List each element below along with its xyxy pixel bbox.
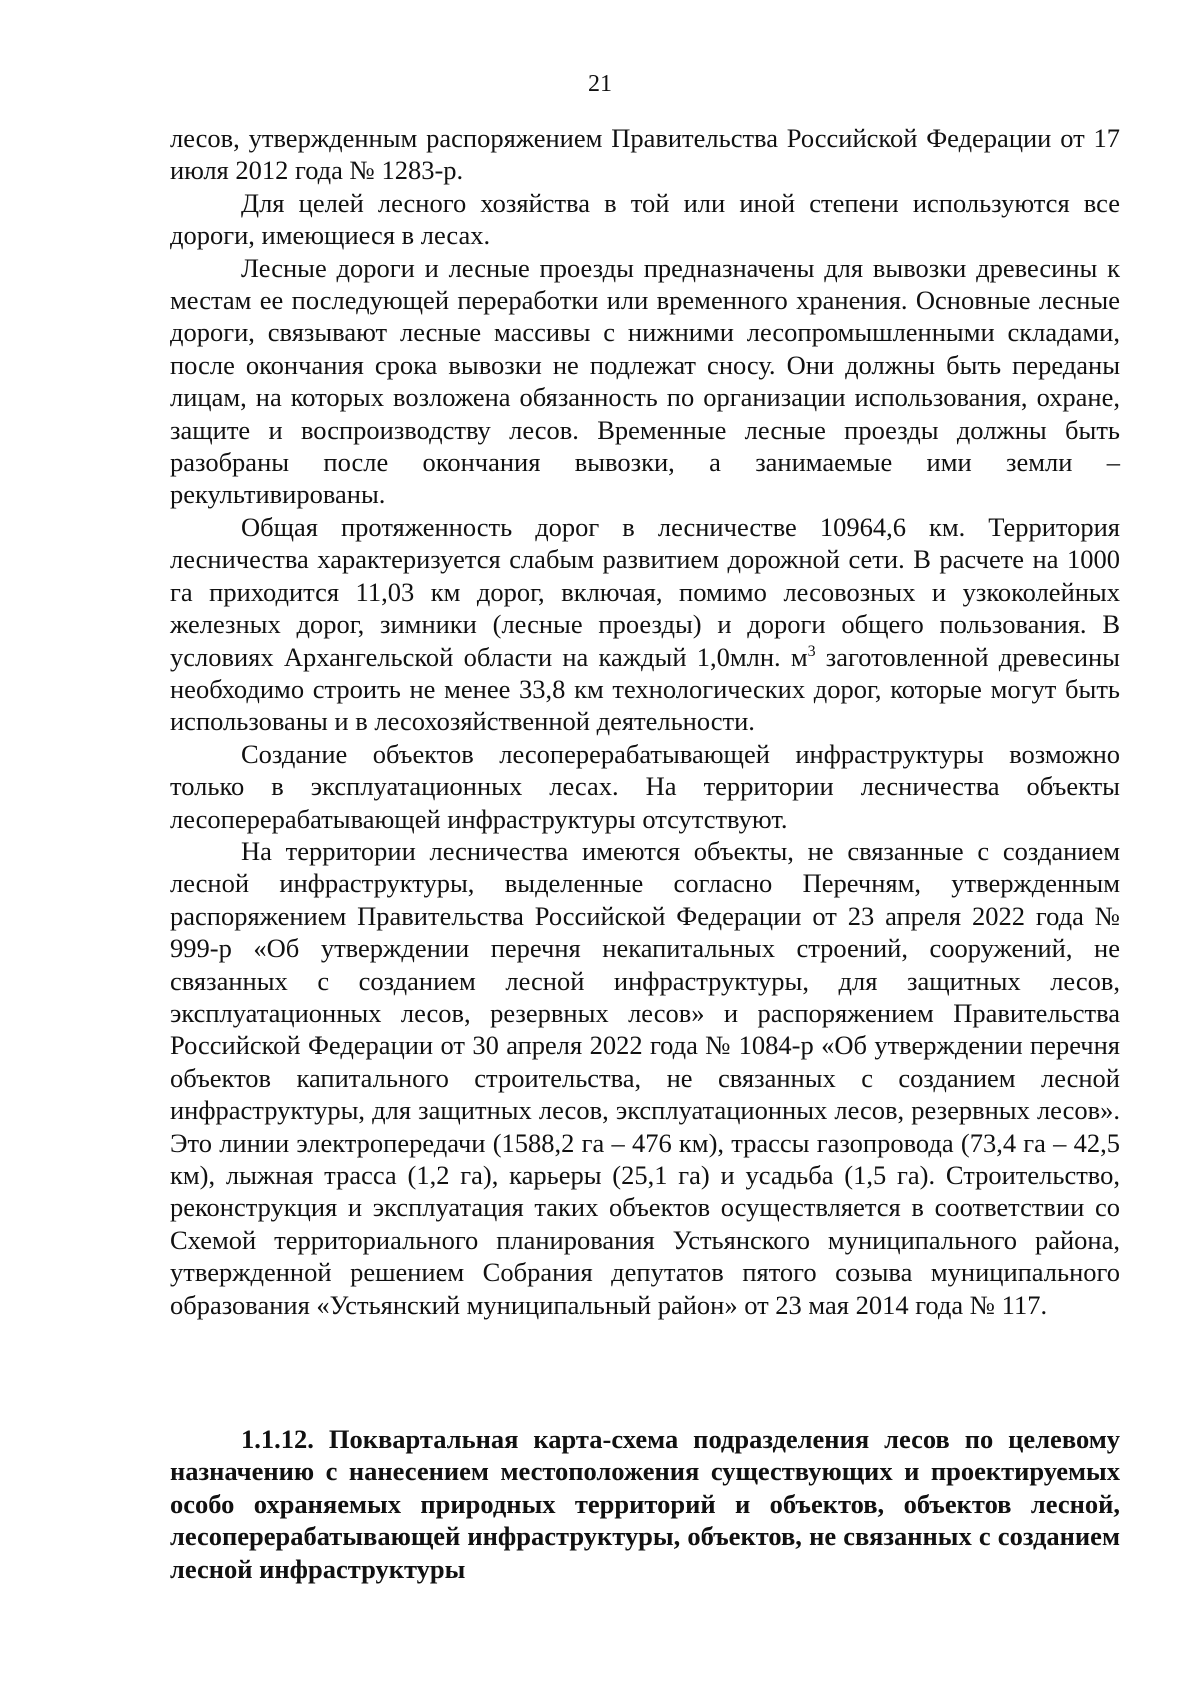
section-heading: 1.1.12. Поквартальная карта-схема подразделения лесов по целевому назначению с нанесением местоположения существующих и проектируемых особо охраняемых природных территорий и объектов, объектов лесной, лесоперерабатывающей инфраструктуры, объектов, не связанных с созданием лесной инфраструктуры: [170, 1424, 1120, 1584]
page-number: 21: [588, 71, 612, 97]
road-length-text: Общая протяженность дорог в лесничестве 10964,6 км. Территория лесничества характеризуется слабым развитием дорожной сети. В расчете на 1000 га приходится 11,03 км дорог, включая, помимо лесовозных и узкоколейных железных дорог, зимники (лесные проезды) и дороги общего пользования. В условиях Архангельской области на каждый 1,0млн. м: [170, 511, 1120, 672]
paragraph-road-length: [170, 511, 1120, 738]
paragraph-roads-usage: Для целей лесного хозяйства в той или иной степени используются все дороги, имеющиеся в лесах.: [170, 187, 1120, 251]
body-text: [170, 122, 1120, 1321]
paragraph-forest-roads: Лесные дороги и лесные проезды предназначены для вывозки древесины к местам ее последующей переработки или временного хранения. Основные лесные дороги, связывают лесные массивы с нижними лесопромышленными складами, после окончания срока вывозки не подлежат сносу. Они должны быть переданы лицам, на которых возложена обязанность по организации использования, охране, защите и воспроизводству лесов. Временные лесные проезды должны быть разобраны после окончания вывозки, а занимаемые ими земли – рекультивированы.: [170, 252, 1120, 510]
paragraph-processing-infrastructure: Создание объектов лесоперерабатывающей инфраструктуры возможно только в эксплуатационных лесах. На территории лесничества объекты лесоперерабатывающей инфраструктуры отсутствуют.: [170, 738, 1120, 834]
paragraph-non-forest-objects: На территории лесничества имеются объекты, не связанные с созданием лесной инфраструктуры, выделенные согласно Перечням, утвержденным распоряжением Правительства Российской Федерации от 23 апреля 2022 года № 999-р «Об утверждении перечня некапитальных строений, сооружений, не связанных с созданием лесной инфраструктуры, для защитных лесов, эксплуатационных лесов, резервных лесов» и распоряжением Правительства Российской Федерации от 30 апреля 2022 года № 1084-р «Об утверждении перечня объектов капитального строительства, не связанных с созданием лесной инфраструктуры, для защитных лесов, эксплуатационных лесов, резервных лесов». Это линии электропередачи (1588,2 га – 476 км), трассы газопровода (73,4 га – 42,5 км), лыжная трасса (1,2 га), карьеры (25,1 га) и усадьба (1,5 га). Строительство, реконструкция и эксплуатация таких объектов осуществляется в соответствии со Схемой территориального планирования Устьянского муниципального района, утвержденной решением Собрания депутатов пятого созыва муниципального образования «Устьянский муниципальный район» от 23 мая 2014 года № 117.: [170, 835, 1120, 1320]
cubic-superscript: 3: [807, 642, 816, 660]
road-length-text-continued: заготовленной древесины необходимо строить не менее 33,8 км технологических дорог, которые могут быть использованы и в лесохозяйственной деятельности.: [170, 641, 1120, 737]
paragraph-continuation: лесов, утвержденным распоряжением Правительства Российской Федерации от 17 июля 2012 года № 1283-р.: [170, 123, 1120, 186]
